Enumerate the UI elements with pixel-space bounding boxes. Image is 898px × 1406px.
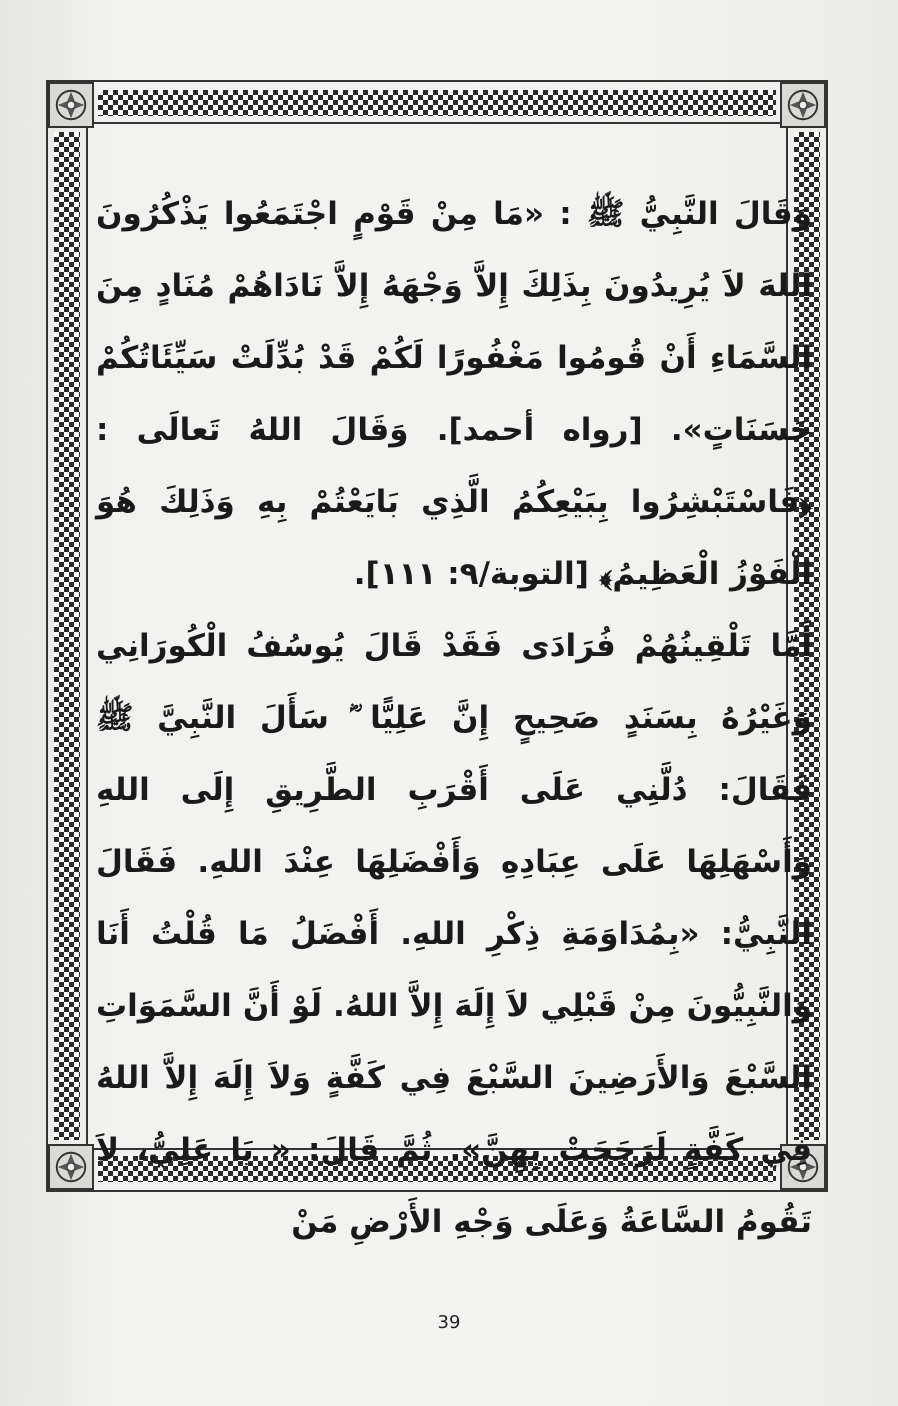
page-number: 39 [437,1312,461,1333]
checkered-border-left [54,132,80,1140]
ornament-rosette-icon [780,82,826,128]
paragraph-hadith-gathering: وَقَالَ النَّبِيُّ ﷺ : «مَا مِنْ قَوْمٍ اجْتَمَعُوا يَذْكُرُونَ اللهَ لاَ يُرِيدُونَ بِذَلِكَ إِلاَّ وَجْهَهُ إِلاَّ نَادَاهُمْ مُنَادٍ مِنَ السَّمَاءِ أَنْ قُومُوا مَغْفُورًا لَكُمْ قَدْ بُدِّلَتْ سَيِّئَاتُكُمْ حَسَنَاتٍ». [رواه أحمد]. وَقَالَ اللهُ تَعالَى : ﴿فَاسْتَبْشِرُوا بِبَيْعِكُمُ الَّذِي بَايَعْتُمْ بِهِ وَذَلِكَ هُوَ الْفَوْزُ الْعَظِيمُ﴾ [التوبة/٩: ١١١]. [96,196,812,592]
body-text [96,178,812,1258]
ornament-rosette-icon [48,82,94,128]
paragraph-ali-question: أَمَّا تَلْقِينُهُمْ فُرَادَى فَقَدْ قَالَ يُوسُفُ الْكُورَانِي وَغَيْرُهُ بِسَنَدٍ صَحِيحٍ إِنَّ عَلِيًّا ؓ سَأَلَ النَّبِيَّ ﷺ فَقَالَ: دُلَّنِي عَلَى أَقْرَبِ الطَّرِيقِ إِلَى اللهِ وَأَسْهَلِهَا عَلَى عِبَادِهِ وَأَفْضَلِهَا عِنْدَ اللهِ. فَقَالَ النَّبِيُّ: «بِمُدَاوَمَةِ ذِكْرِ اللهِ. أَفْضَلُ مَا قُلْتُ أَنَا وَالنَّبِيُّونَ مِنْ قَبْلِي لاَ إِلَهَ إِلاَّ اللهُ. لَوْ أَنَّ السَّمَوَاتِ السَّبْعَ وَالأَرَضِينَ السَّبْعَ فِي كَفَّةٍ وَلاَ إِلَهَ إِلاَّ اللهُ فِي كَفَّةٍ لَرَجَحَتْ بِهِنَّ». ثُمَّ قَالَ: « يَا عَلِيُّ، لاَ تَقُومُ السَّاعَةُ وَعَلَى وَجْهِ الأَرْضِ مَنْ [96,628,812,1240]
ornament-rosette-icon [48,1144,94,1190]
checkered-border-top [98,90,776,116]
